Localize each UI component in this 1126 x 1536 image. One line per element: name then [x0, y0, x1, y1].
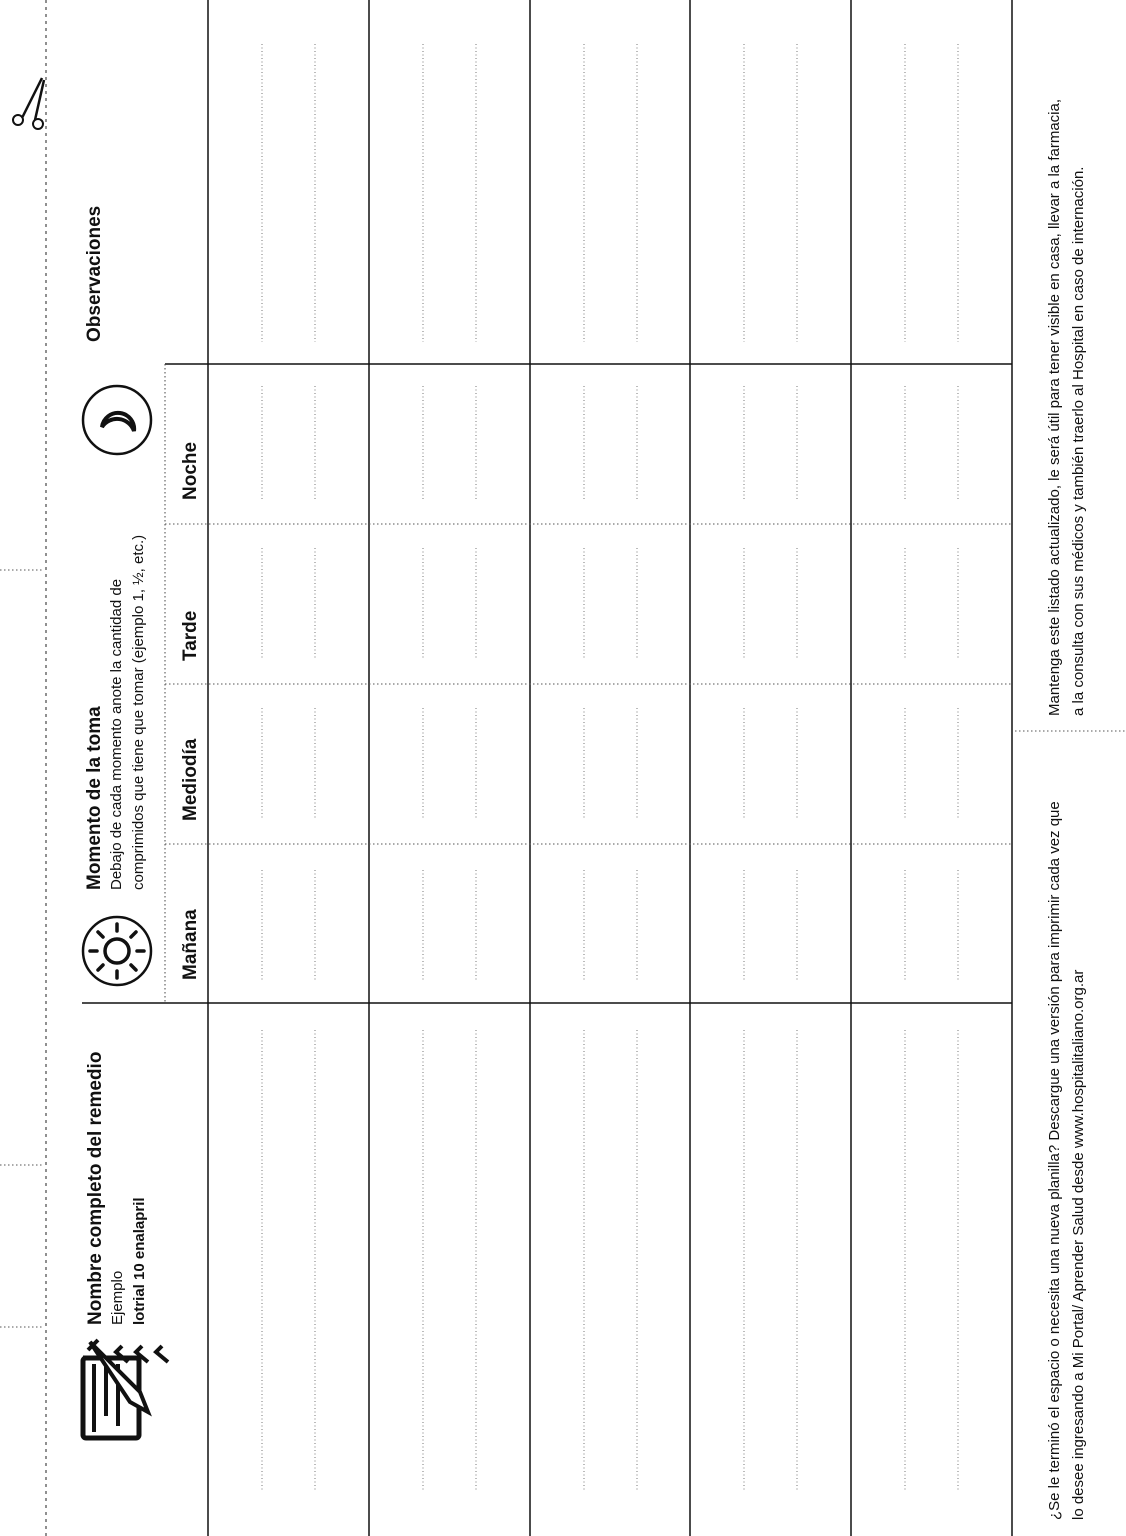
remedio-example-label: Ejemplo [109, 1270, 126, 1325]
checklist-pencil-icon [80, 1336, 186, 1444]
sun-icon [80, 914, 154, 988]
writing-guides [262, 44, 958, 1490]
footer-keep-updated-line1: Mantenga este listado actualizado, le será útil para tener visible en casa, llevar a la farmacia, [1046, 99, 1063, 716]
momento-desc-line1: Debajo de cada momento anote la cantidad de [108, 578, 125, 890]
footer-download-note-line1: ¿Se le terminó el espacio o necesita una nueva planilla? Descargue una versión para imprimir cada vez que [1046, 801, 1063, 1520]
remedio-title: Nombre completo del remedio [85, 1051, 106, 1325]
footer-keep-updated-line2: a la consulta con sus médicos y también traerlo al Hospital en caso de internación. [1070, 166, 1087, 716]
column-label-mediodia: Mediodía [180, 738, 201, 821]
observaciones-title: Observaciones [84, 205, 105, 342]
column-label-tarde: Tarde [180, 610, 201, 661]
scissors-icon [8, 74, 54, 134]
column-label-noche: Noche [180, 441, 201, 500]
remedio-example-value: lotrial 10 enalapril [131, 1197, 148, 1325]
momento-desc-line2: comprimidos que tiene que tomar (ejemplo 1, ½, etc.) [130, 534, 147, 890]
momento-title: Momento de la toma [84, 706, 105, 890]
footer-download-note-line2: lo desee ingresando a Mi Portal/ Aprender Salud desde www.hospitalitaliano.org.ar [1070, 969, 1087, 1520]
column-label-manana: Mañana [180, 909, 201, 980]
moon-icon [80, 383, 154, 457]
